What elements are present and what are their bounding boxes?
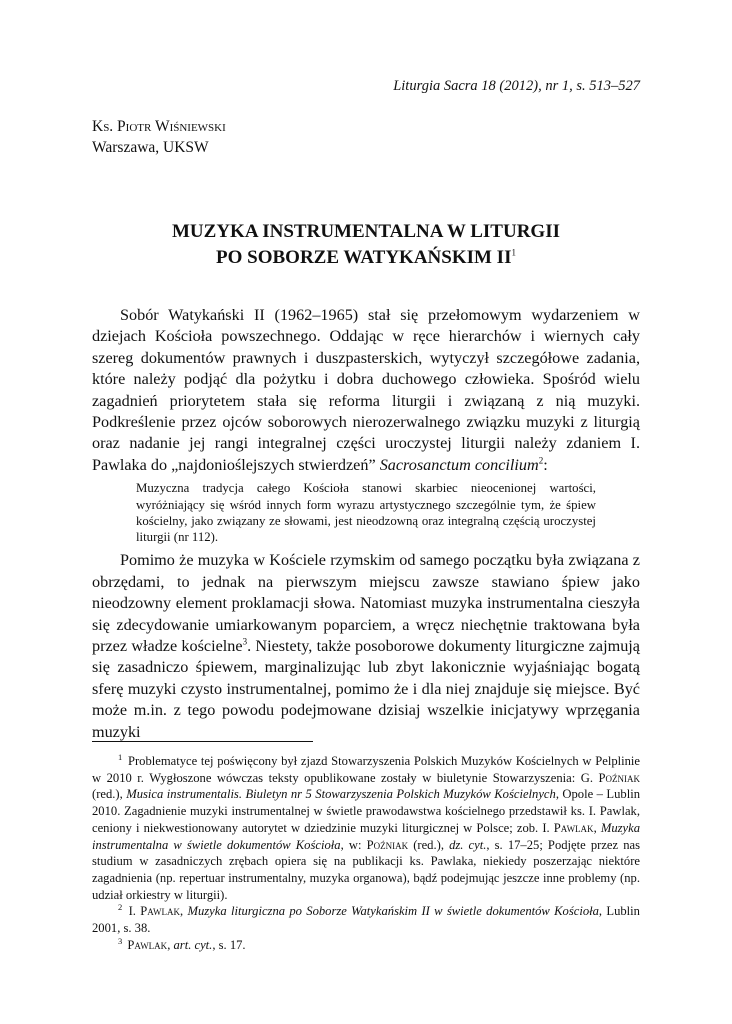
footnote-text: (red.), <box>92 787 123 802</box>
paragraph-1-text: Sobór Watykański II (1962–1965) stał się przełomowym wydarzeniem w dziejach Kościoła powszechnego. Oddając w ręce hierarchów i wiernych cały szereg dokumentów prawnych i duszpasterskich, wytyczył szczegółowe zadania, które należy podjąć dla pożytku i dobra duchowego człowieka. Spośród wielu zagadnień priorytetem stała się reforma liturgii i związaną z nią muzyki. Podkreślenie przez ojców soborowych nierozerwalnego związku muzyki z liturgią oraz nadanie jej rangi integralnej części uroczystej liturgii należy zdaniem I. Pawlaka do „najdonioślejszych stwierdzeń” <box>92 306 640 474</box>
footnote-1-number: 1 <box>118 751 123 762</box>
document-title-italic: Sacrosanctum concilium <box>379 455 539 474</box>
footnote-text: , <box>180 904 184 919</box>
title-line-2 <box>92 245 640 271</box>
title-line-2-text: PO SOBORZE WATYKAŃSKIM II <box>216 247 512 268</box>
footnote-author: Pawlak <box>127 937 168 952</box>
article-body <box>92 305 640 743</box>
footnote-title: art. cyt. <box>173 937 213 952</box>
title-footnote-ref[interactable]: 1 <box>511 247 516 258</box>
paragraph-2-text-b: . Niestety, także posoborowe dokumenty liturgiczne zajmują się zasadniczo śpiewem, marginalizując lub zbyt lakonicznie wyjaśniając bogatą sferę muzyki czysto instrumentalnej, pomimo że i dla niej znajduje się miejsce. Być może m.in. z tego powodu podejmowane dzisiaj wszelkie inicjatywy wprzęgania muzyki <box>92 637 640 741</box>
footnote-text: , Opole – Lublin 2010. Zagadnienie muzyki instrumentalnej w świetle prawodawstwa kościelnego przedstawił ks. I. Pawlak, ceniony i niekwestionowany autorytet w dziedzinie muzyki liturgicznej w Polsce; zob. I. <box>92 787 640 835</box>
block-quote: Muzyczna tradycja całego Kościoła stanowi skarbiec nieocenionej wartości, wyróżniający się wśród innych form wyrazu artystycznego szczególnie tym, że śpiew kościelny, jako związany ze słowami, jest nieodzowną oraz integralną częścią uroczystej liturgii (nr 112). <box>136 481 596 545</box>
journal-reference: Liturgia Sacra 18 (2012), nr 1, s. 513–527 <box>393 78 640 94</box>
footnote-author: Poźniak <box>598 770 640 785</box>
author-block <box>92 116 492 158</box>
footnote-text: , s. 17. <box>212 937 246 952</box>
footnote-ref-2[interactable]: 2 <box>538 455 544 466</box>
footnote-author: Pawlak <box>553 820 594 835</box>
paragraph-1 <box>92 305 640 476</box>
footnote-author: Poźniak <box>366 837 409 852</box>
footnote-title: dz. cyt. <box>449 837 487 852</box>
author-name: Ks. Piotr Wiśniewski <box>92 118 226 135</box>
footnote-author: Pawlak <box>140 904 180 919</box>
footnote-title: Muzyka liturgiczna po Soborze Watykańskim II w świetle dokumentów Kościoła <box>187 904 599 919</box>
footnote-ref-3[interactable]: 3 <box>242 636 248 647</box>
footnote-title: Musica instrumentalis. Biuletyn nr 5 Stowarzyszenia Polskich Muzyków Kościelnych <box>126 787 556 802</box>
footnote-1 <box>92 753 640 903</box>
title-line-1: MUZYKA INSTRUMENTALNA W LITURGII <box>172 221 560 242</box>
footnotes <box>92 753 640 953</box>
footnote-2-number: 2 <box>118 902 123 913</box>
footnote-3 <box>92 937 640 954</box>
article-title <box>92 219 640 271</box>
paragraph-2-text-a: Pomimo że muzyka w Kościele rzymskim od samego początku była związana z obrzędami, to jednak na pierwszym miejscu zawsze stawiano śpiew jako nieodzowny element proklamacji słowa. Natomiast muzyka instrumentalna cieszyła się zdecydowanie umiarkowanym poparciem, a wręcz niechętnie traktowana była przez władze kościelne <box>92 551 640 656</box>
paragraph-2 <box>92 550 640 743</box>
footnote-text: , s. 17–25; Podjęte przez nas studium w zasadniczych zrębach opiera się na publikacji ks. Pawlaka, niekiedy poszerzając niektóre zagadnienia (np. repertuar instrumentalny, muzyka organowa), bądź podejmując jeszcze inne problemy (np. udział orkiestry w liturgii). <box>92 837 641 902</box>
author-affiliation: Warszawa, UKSW <box>92 139 209 156</box>
paragraph-1-colon: : <box>543 455 548 474</box>
footnote-text: , Lublin 2001, s. 38. <box>92 904 640 936</box>
footnote-3-number: 3 <box>118 935 123 946</box>
footnote-text: , <box>593 820 597 835</box>
footnote-title: Muzyka instrumentalna w świetle dokumentów Kościoła <box>92 820 641 852</box>
footnote-divider <box>92 741 313 742</box>
footnote-2 <box>92 903 640 936</box>
footnote-text: Problematyce tej poświęcony był zjazd Stowarzyszenia Polskich Muzyków Kościelnych w Pelplinie w 2010 r. Wygłoszone wówczas teksty opublikowane zostały w biuletynie Stowarzyszenia: G. <box>92 754 640 785</box>
footnote-text: I. <box>128 904 136 919</box>
footnote-text: , w: <box>340 837 362 852</box>
footnote-text: (red.), <box>413 837 444 852</box>
footnote-text: , <box>167 937 171 952</box>
